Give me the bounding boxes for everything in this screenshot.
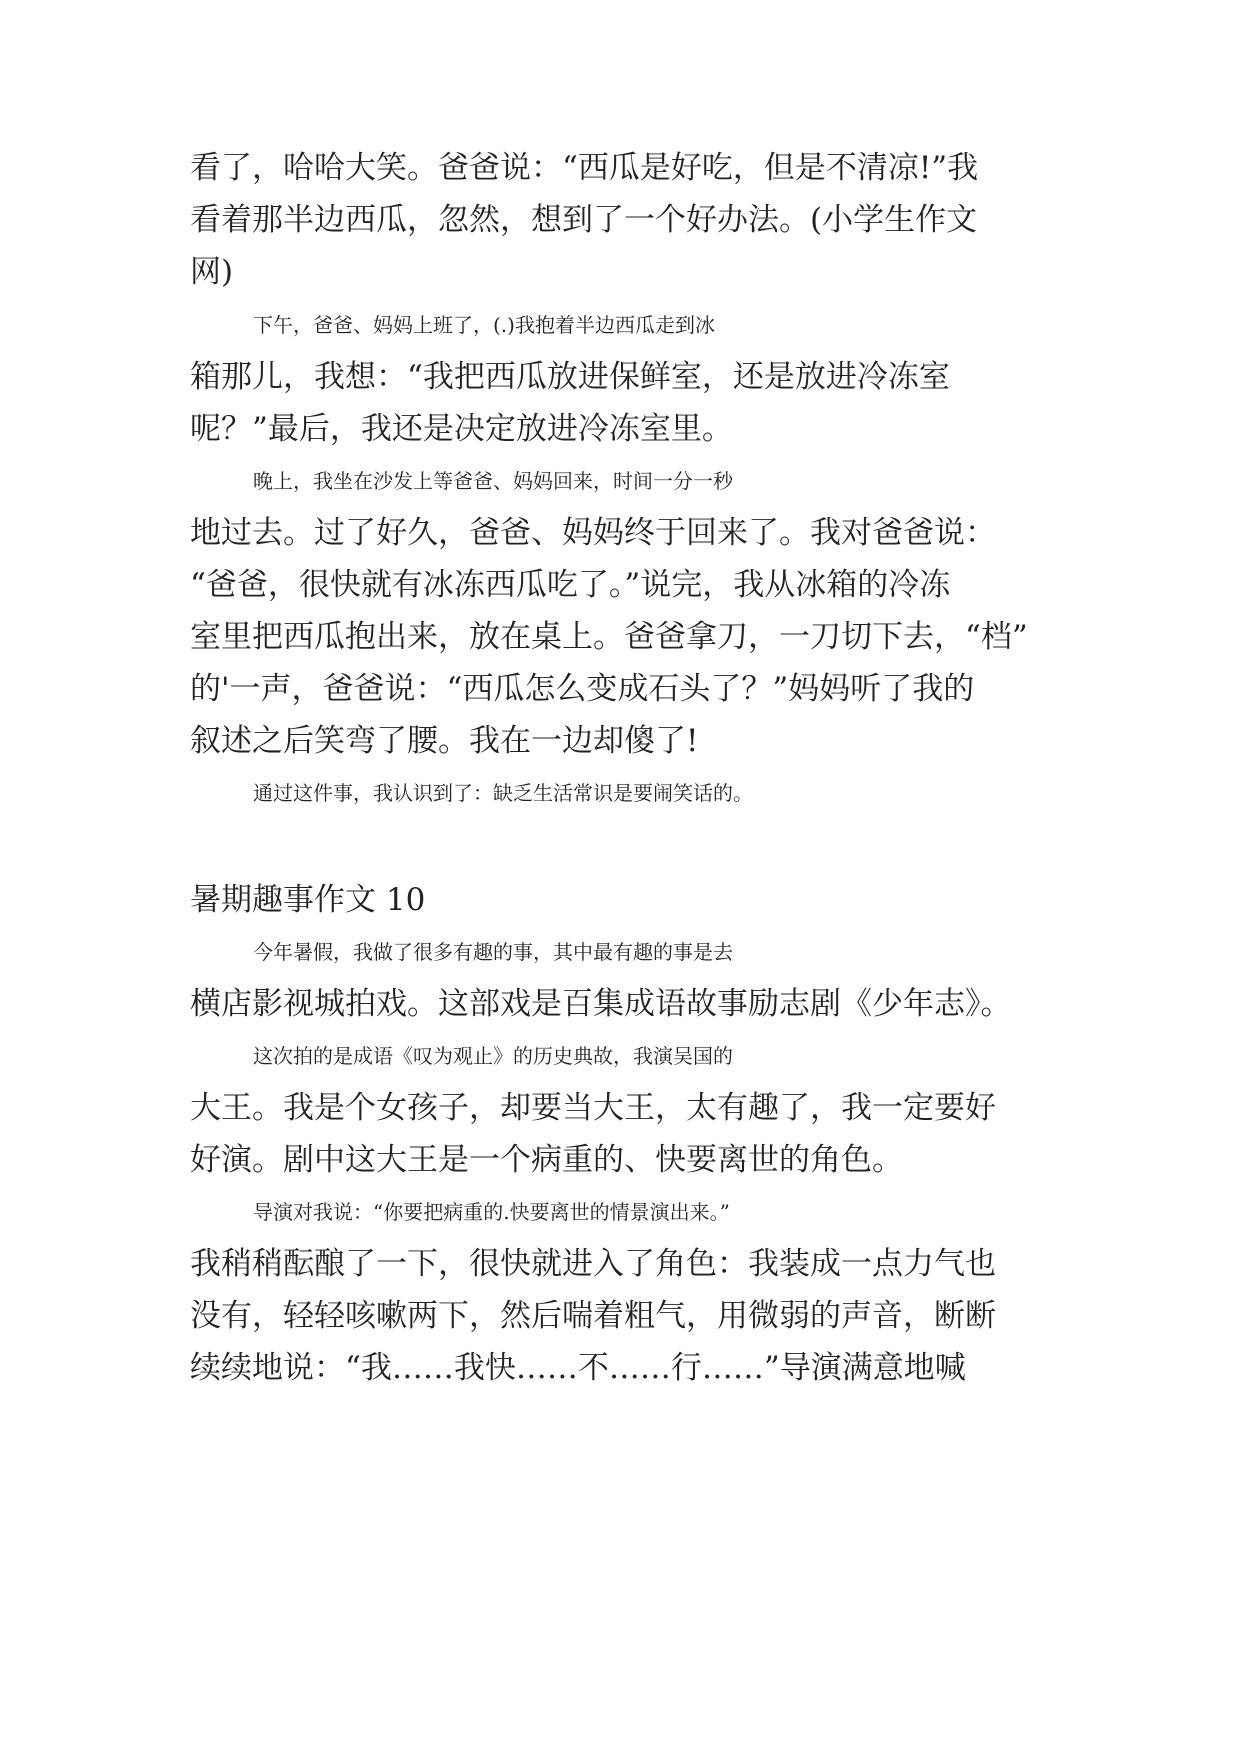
- text-line: 呢？”最后，我还是决定放进冷冻室里。: [190, 411, 733, 447]
- text-line: 地过去。过了好久，爸爸、妈妈终于回来了。我对爸爸说：: [190, 515, 996, 551]
- text-line: 的'一声，爸爸说：“西瓜怎么变成石头了？”妈妈听了我的: [190, 671, 975, 707]
- text-line: 看着那半边西瓜，忽然，想到了一个好办法。(小学生作文: [190, 202, 978, 238]
- paragraph-first-line: 今年暑假，我做了很多有趣的事，其中最有趣的事是去: [253, 940, 733, 964]
- text-line: 续续地说：“我……我快……不……行……”导演满意地喊: [190, 1350, 966, 1386]
- text-line: 网): [190, 254, 234, 290]
- text-line: 大王。我是个女孩子，却要当大王，太有趣了，我一定要好: [190, 1090, 996, 1126]
- paragraph-first-line: 晚上，我坐在沙发上等爸爸、妈妈回来，时间一分一秒: [253, 469, 733, 493]
- text-line: “爸爸，很快就有冰冻西瓜吃了。”说完，我从冰箱的冷冻: [190, 567, 951, 603]
- text-line: 看了，哈哈大笑。爸爸说：“西瓜是好吃，但是不清凉!”我: [190, 150, 979, 186]
- text-line: 箱那儿，我想：“我把西瓜放进保鲜室，还是放进冷冻室: [190, 359, 950, 395]
- paragraph-first-line: 这次拍的是成语《叹为观止》的历史典故，我演吴国的: [253, 1044, 733, 1068]
- text-line: 没有，轻轻咳嗽两下，然后喘着粗气，用微弱的声音，断断: [190, 1298, 996, 1334]
- text-line: 室里把西瓜抱出来，放在桌上。爸爸拿刀，一刀切下去，“档”: [190, 619, 1028, 655]
- section-title: 暑期趣事作文 10: [190, 882, 426, 918]
- paragraph-first-line: 通过这件事，我认识到了：缺乏生活常识是要闹笑话的。: [253, 781, 753, 805]
- paragraph-first-line: 下午，爸爸、妈妈上班了，(.)我抱着半边西瓜走到冰: [253, 313, 715, 337]
- text-line: 横店影视城拍戏。这部戏是百集成语故事励志剧《少年志》。: [190, 986, 1012, 1022]
- paragraph-first-line: 导演对我说：“你要把病重的.快要离世的情景演出来。”: [253, 1200, 730, 1224]
- text-line: 我稍稍酝酿了一下，很快就进入了角色：我装成一点力气也: [190, 1246, 996, 1282]
- text-line: 叙述之后笑弯了腰。我在一边却傻了!: [190, 723, 699, 759]
- text-line: 好演。剧中这大王是一个病重的、快要离世的角色。: [190, 1142, 903, 1178]
